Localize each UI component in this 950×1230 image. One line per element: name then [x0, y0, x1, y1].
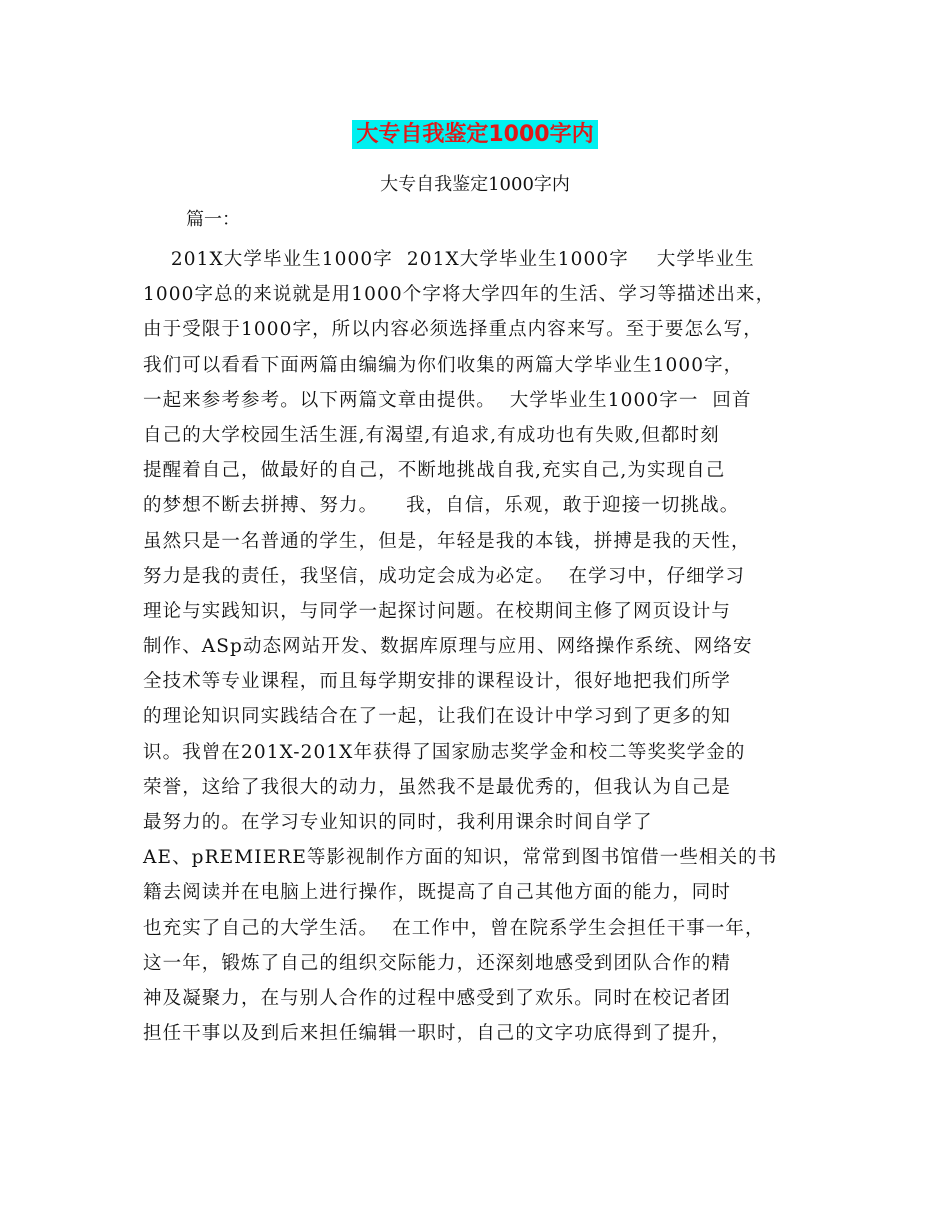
body-line: 我们可以看看下面两篇由编编为你们收集的两篇大学毕业生1000字， [143, 354, 744, 376]
body-line: AE、pREMIERE等影视制作方面的知识，常常到图书馆借一些相关的书 [143, 847, 778, 869]
section-label: 篇一： [186, 209, 240, 230]
body-line: 由于受限于1000字，所以内容必须选择重点内容来写。至于要怎么写， [143, 319, 763, 341]
body-line: 这一年，锻炼了自己的组织交际能力，还深刻地感受到团队合作的精 [143, 952, 732, 974]
body-line: 提醒着自己，做最好的自己，不断地挑战自我,充实自己,为实现自己 [143, 460, 726, 482]
body-line: 1000字总的来说就是用1000个字将大学四年的生活、学习等描述出来， [143, 284, 776, 306]
body-line: 制作、ASp动态网站开发、数据库原理与应用、网络操作系统、网络安 [143, 636, 753, 658]
document-title [0, 113, 950, 152]
document-title-text: 大专自我鉴定1000字内 [352, 120, 597, 149]
body-line: 理论与实践知识，与同学一起探讨问题。在校期间主修了网页设计与 [143, 600, 732, 622]
body-line: 最努力的。在学习专业知识的同时，我利用课余时间自学了 [143, 812, 653, 833]
body-line: 全技术等专业课程，而且每学期安排的课程设计，很好地把我们所学 [143, 671, 732, 693]
body-line: 籍去阅读并在电脑上进行操作，既提高了自己其他方面的能力，同时 [143, 882, 732, 904]
body-line: 神及凝聚力，在与别人合作的过程中感受到了欢乐。同时在校记者团 [143, 987, 732, 1009]
body-line: 也充实了自己的大学生活。 在工作中，曾在院系学生会担任干事一年， [143, 917, 765, 939]
body-line: 一起来参考参考。以下两篇文章由提供。 大学毕业生1000字一 回首 [143, 389, 752, 411]
body-line: 担任干事以及到后来担任编辑一职时，自己的文字功底得到了提升， [143, 1023, 732, 1045]
body-line: 201X大学毕业生1000字 201X大学毕业生1000字 大学毕业生 [143, 249, 755, 270]
body-text [143, 242, 823, 1051]
body-line: 虽然只是一名普通的学生，但是，年轻是我的本钱，拼搏是我的天性， [143, 530, 751, 552]
document-subtitle: 大专自我鉴定1000字内 [380, 174, 570, 195]
body-line: 的理论知识同实践结合在了一起，让我们在设计中学习到了更多的知 [143, 706, 732, 728]
body-line: 努力是我的责任，我坚信，成功定会成为必定。 在学习中，仔细学习 [143, 565, 745, 587]
body-line: 自己的大学校园生活生涯,有渴望,有追求,有成功也有失败,但都时刻 [143, 424, 720, 446]
body-line: 的梦想不断去拼搏、努力。 我，自信，乐观，敢于迎接一切挑战。 [143, 495, 740, 517]
body-line: 荣誉，这给了我很大的动力，虽然我不是最优秀的，但我认为自己是 [143, 776, 732, 798]
body-line: 识。我曾在201X-201X年获得了国家励志奖学金和校二等奖奖学金的 [143, 741, 746, 763]
